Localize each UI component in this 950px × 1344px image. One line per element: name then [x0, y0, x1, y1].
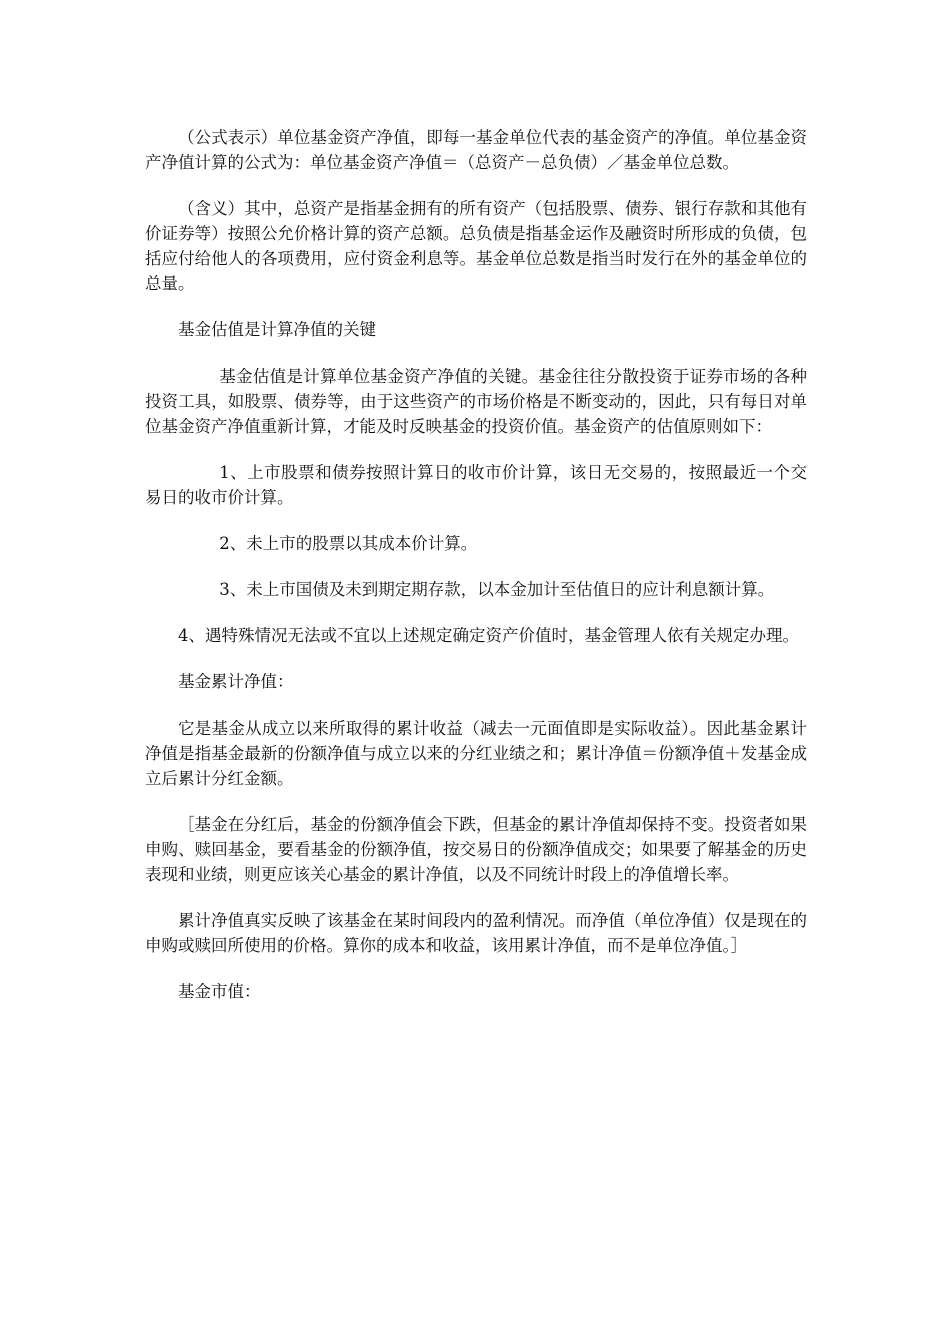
paragraph-meaning: （含义）其中，总资产是指基金拥有的所有资产（包括股票、债券、银行存款和其他有价证券等）按照公允价格计算的资产总额。总负债是指基金运作及融资时所形成的负债，包括应付给他人的各项费用，应付资金利息等。基金单位总数是指当时发行在外的基金单位的总量。 — [145, 199, 807, 293]
heading-valuation-key: 基金估值是计算净值的关键 — [178, 320, 376, 339]
heading-cumulative-nav: 基金累计净值： — [178, 672, 294, 691]
list-item-3: 3、未上市国债及未到期定期存款，以本金加计至估值日的应计利息额计算。 — [219, 580, 775, 599]
paragraph-formula: （公式表示）单位基金资产净值，即每一基金单位代表的基金资产的净值。单位基金资产净值计算的公式为：单位基金资产净值＝（总资产－总负债）／基金单位总数。 — [145, 128, 807, 172]
list-item-1: 1、上市股票和债券按照计算日的收市价计算，该日无交易的，按照最近一个交易日的收市价计算。 — [145, 463, 807, 507]
list-item-4: 4、遇特殊情况无法或不宜以上述规定确定资产价值时，基金管理人依有关规定办理。 — [178, 626, 799, 645]
paragraph-valuation: 基金估值是计算单位基金资产净值的关键。基金往往分散投资于证券市场的各种投资工具，如股票、债券等，由于这些资产的市场价格是不断变动的，因此，只有每日对单位基金资产净值重新计算，才能及时反映基金的投资价值。基金资产的估值原则如下： — [145, 367, 807, 436]
document-page — [145, 125, 807, 1026]
list-item-2: 2、未上市的股票以其成本价计算。 — [219, 534, 478, 553]
heading-market-value: 基金市值： — [178, 982, 261, 1001]
paragraph-dividend-note: ［基金在分红后，基金的份额净值会下跌，但基金的累计净值却保持不变。投资者如果申购、赎回基金，要看基金的份额净值，按交易日的份额净值成交；如果要了解基金的历史表现和业绩，则更应该关心基金的累计净值，以及不同统计时段上的净值增长率。 — [145, 815, 807, 884]
paragraph-cumulative-definition: 它是基金从成立以来所取得的累计收益（减去一元面值即是实际收益）。因此基金累计净值是指基金最新的份额净值与成立以来的分红业绩之和；累计净值＝份额净值＋发基金成立后累计分红金额。 — [145, 719, 807, 788]
paragraph-cumulative-vs-unit: 累计净值真实反映了该基金在某时间段内的盈利情况。而净值（单位净值）仅是现在的申购或赎回所使用的价格。算你的成本和收益，该用累计净值，而不是单位净值。］ — [145, 911, 807, 955]
